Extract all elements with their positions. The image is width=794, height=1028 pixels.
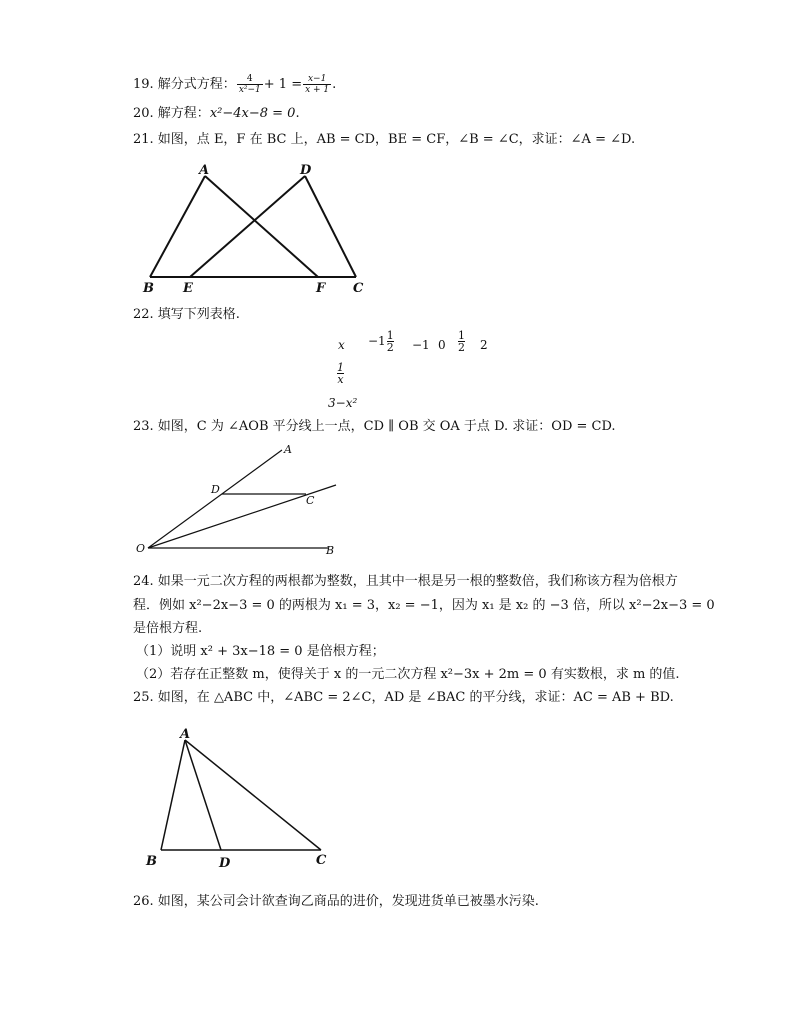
q21-segment-af — [205, 176, 318, 277]
q21-label-a: A — [199, 163, 210, 178]
q19-label: 19. 解分式方程： — [133, 77, 236, 92]
q21-label-b: B — [143, 281, 154, 296]
question-20 — [133, 104, 300, 124]
q25-segment-ad — [185, 740, 221, 850]
q23-label-b: B — [326, 544, 335, 557]
q20-equation: x²−4x−8 = 0 — [209, 106, 296, 121]
q19-fraction-1: $\frac{4}{\text{x²−1}}$ — [238, 74, 261, 95]
q25-figure — [144, 724, 344, 872]
q22-table — [320, 328, 500, 414]
question-21: 21. 如图，点 E，F 在 BC 上，AB = CD，BE = CF，∠B = ∠C，求证：∠A = ∠D. — [133, 132, 636, 147]
q21-label-c: C — [353, 281, 364, 296]
q25-segment-ab — [161, 740, 185, 850]
q22-row-x-label: x — [338, 338, 345, 352]
question-22: 22. 填写下列表格. — [133, 307, 240, 322]
question-24-line-1: 24. 如果一元二次方程的两根都为整数，且其中一根是另一根的整数倍，我们称该方程为倍根方 — [133, 574, 678, 589]
question-24-part-2: （2）若存在正整数 m，使得关于 x 的一元二次方程 x²−3x + 2m = 0 有实数根，求 m 的值. — [136, 667, 680, 682]
q19-fraction-2: $\frac{x-1}{x + 1}$ — [305, 74, 330, 95]
q22-cell-two: 2 — [480, 338, 488, 352]
q20-label: 20. 解方程： — [133, 106, 210, 121]
q22-cell-minus-one: −1 — [412, 338, 430, 352]
q25-label-b: B — [146, 854, 157, 869]
q21-segment-dc — [305, 176, 356, 277]
q22-cell-mixed: −1 $\frac{1}{2}$ — [368, 329, 394, 354]
q22-row-reciprocal-label: $\frac{1}{x}$ — [337, 361, 344, 386]
question-24-part-1: （1）说明 x² + 3x−18 = 0 是倍根方程； — [136, 644, 385, 659]
question-26: 26. 如图，某公司会计欲查询乙商品的进价，发现进货单已被墨水污染. — [133, 894, 539, 909]
question-24-line-3: 是倍根方程. — [133, 621, 203, 636]
q23-label-d: D — [211, 483, 220, 496]
q23-label-c: C — [306, 494, 315, 507]
q19-end: . — [332, 77, 337, 92]
q21-segment-ab — [150, 176, 205, 277]
q22-cell-zero: 0 — [438, 338, 446, 352]
q19-mid: + 1 = — [263, 77, 303, 92]
q23-figure — [134, 440, 344, 560]
q25-segment-ac — [185, 740, 321, 850]
q23-ray-oa — [148, 450, 282, 548]
question-25: 25. 如图，在 △ABC 中，∠ABC = 2∠C，AD 是 ∠BAC 的平分线，求证：AC = AB + BD. — [133, 690, 674, 705]
question-23: 23. 如图，C 为 ∠AOB 平分线上一点，CD ∥ OB 交 OA 于点 D. 求证：OD = CD. — [133, 419, 616, 434]
q22-row-3-minus-x2-label: 3−x² — [328, 396, 358, 410]
q21-figure — [140, 158, 380, 298]
q23-label-o: O — [136, 542, 146, 555]
q22-cell-half: $\frac{1}{2}$ — [458, 329, 465, 354]
q20-end: . — [295, 106, 300, 121]
q21-label-e: E — [183, 281, 193, 296]
q25-label-c: C — [316, 853, 327, 868]
q21-label-d: D — [300, 163, 312, 178]
question-24-line-2: 程．例如 x²−2x−3 = 0 的两根为 x₁ = 3，x₂ = −1，因为 x₁ 是 x₂ 的 −3 倍，所以 x²−2x−3 = 0 — [133, 598, 715, 613]
q25-label-d: D — [219, 856, 231, 871]
q25-label-a: A — [180, 727, 191, 742]
question-19 — [133, 74, 336, 95]
q21-segment-ed — [190, 176, 305, 277]
q23-label-a: A — [284, 443, 292, 456]
q21-label-f: F — [316, 281, 326, 296]
